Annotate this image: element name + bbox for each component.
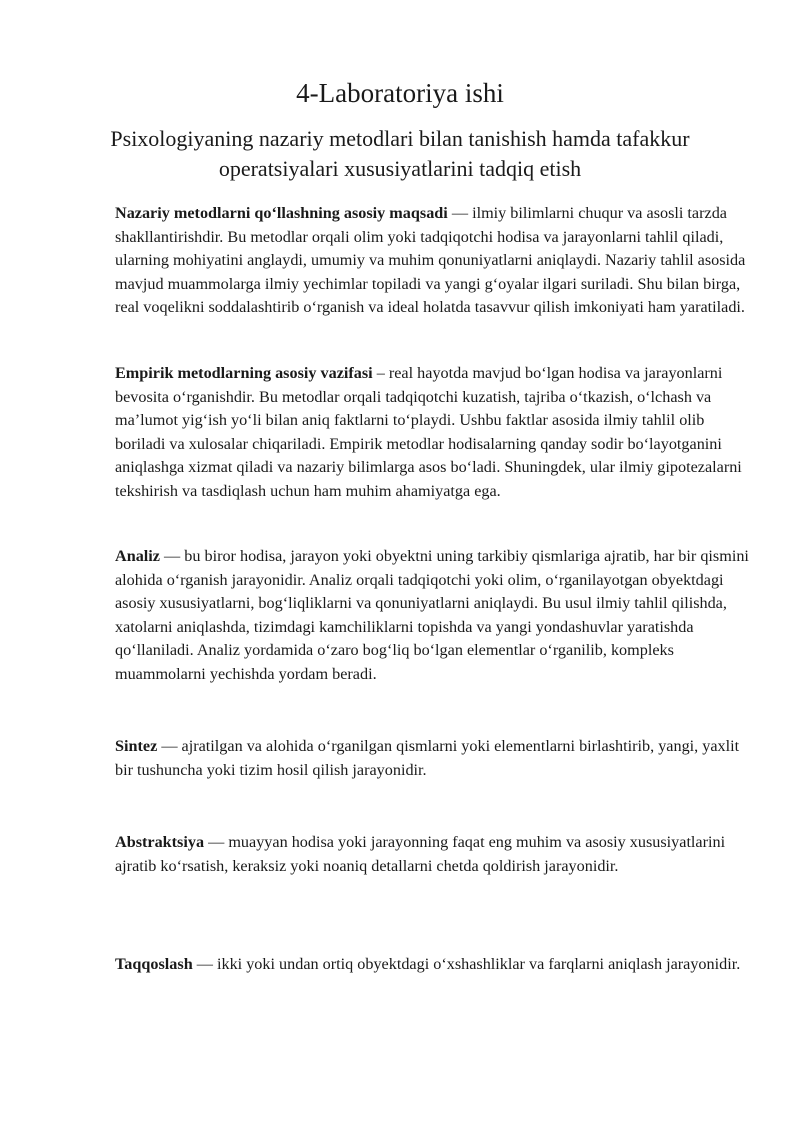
paragraph-taqqoslash	[115, 953, 755, 977]
paragraph-text: – real hayotda mavjud bo‘lgan hodisa va jarayonlarni bevosita o‘rganishdir. Bu metodlar orqali tadqiqotchi kuzatish, tajriba o‘tkazish, o‘lchash va ma’lumot yig‘ish yo‘li bilan aniq faktlarni to‘playdi. Ushbu faktlar asosida ilmiy tahlil olib boriladi va xulosalar chiqariladi. Empirik metodlar hodisalarning qanday sodir bo‘layotganini aniqlashga xizmat qiladi va nazariy bilimlarga asos bo‘ladi. Shuningdek, ular ilmiy gipotezalarni tekshirish va tasdiqlash uchun ham muhim ahamiyatga ega.	[115, 364, 742, 500]
paragraph-sintez	[115, 735, 755, 782]
page-title: 4-Laboratoriya ishi	[296, 78, 504, 108]
paragraph-text: — muayyan hodisa yoki jarayonning faqat eng muhim va asosiy xususiyatlarini ajratib ko‘rsatish, keraksiz yoki noaniq detallarni chetda qoldirish jarayonidir.	[115, 833, 726, 875]
paragraph-analiz	[115, 545, 755, 687]
page-subtitle: Psixologiyaning nazariy metodlari bilan tanishish hamda tafakkur operatsiyalari xususiyatlarini tadqiq etish	[110, 126, 690, 181]
paragraph-term: Analiz	[115, 547, 160, 565]
paragraph-text: — ilmiy bilimlarni chuqur va asosli tarzda shakllantirishdir. Bu metodlar orqali olim yoki tadqiqotchi hodisa va jarayonlarni tahlil qiladi, ularning mohiyatini anglaydi, umumiy va muhim qonuniyatlarni aniqlaydi. Nazariy tahlil asosida mavjud muammolarga ilmiy yechimlar topiladi va yangi g‘oyalar ilgari suriladi. Shu bilan birga, real voqelikni soddalashtirib o‘rganish va ideal holatda tasavvur qilish imkoniyati ham yaratiladi.	[115, 204, 746, 317]
paragraph-text: — bu biror hodisa, jarayon yoki obyektni uning tarkibiy qismlariga ajratib, har bir qismini alohida o‘rganish jarayonidir. Analiz orqali tadqiqotchi yoki olim, o‘rganilayotgan obyektdagi asosiy xususiyatlarni, bog‘liqliklarni va qonuniyatlarni aniqlaydi. Bu usul ilmiy tahlil qilishda, xatolarni aniqlashda, tizimdagi kamchiliklarni topishda va yangi yondashuvlar yaratishda qo‘llaniladi. Analiz yordamida o‘zaro bog‘liq bo‘lgan elementlar o‘rganilib, kompleks muammolarni yechishda yordam beradi.	[115, 547, 749, 683]
paragraph-term: Sintez	[115, 737, 158, 755]
paragraph-abstraktsiya	[115, 831, 755, 878]
paragraph-text: — ajratilgan va alohida o‘rganilgan qismlarni yoki elementlarni birlashtirib, yangi, yaxlit bir tushuncha yoki tizim hosil qilish jarayonidir.	[115, 737, 740, 779]
paragraph-term: Nazariy metodlarni qo‘llashning asosiy maqsadi	[115, 204, 448, 222]
paragraph-empirik-metodlar	[115, 362, 755, 504]
paragraph-term: Abstraktsiya	[115, 833, 205, 851]
paragraph-nazariy-metodlar	[115, 202, 755, 320]
paragraph-term: Taqqoslash	[115, 955, 193, 973]
paragraph-text: — ikki yoki undan ortiq obyektdagi o‘xshashliklar va farqlarni aniqlash jarayonidir.	[192, 955, 741, 973]
paragraph-term: Empirik metodlarning asosiy vazifasi	[115, 364, 373, 382]
